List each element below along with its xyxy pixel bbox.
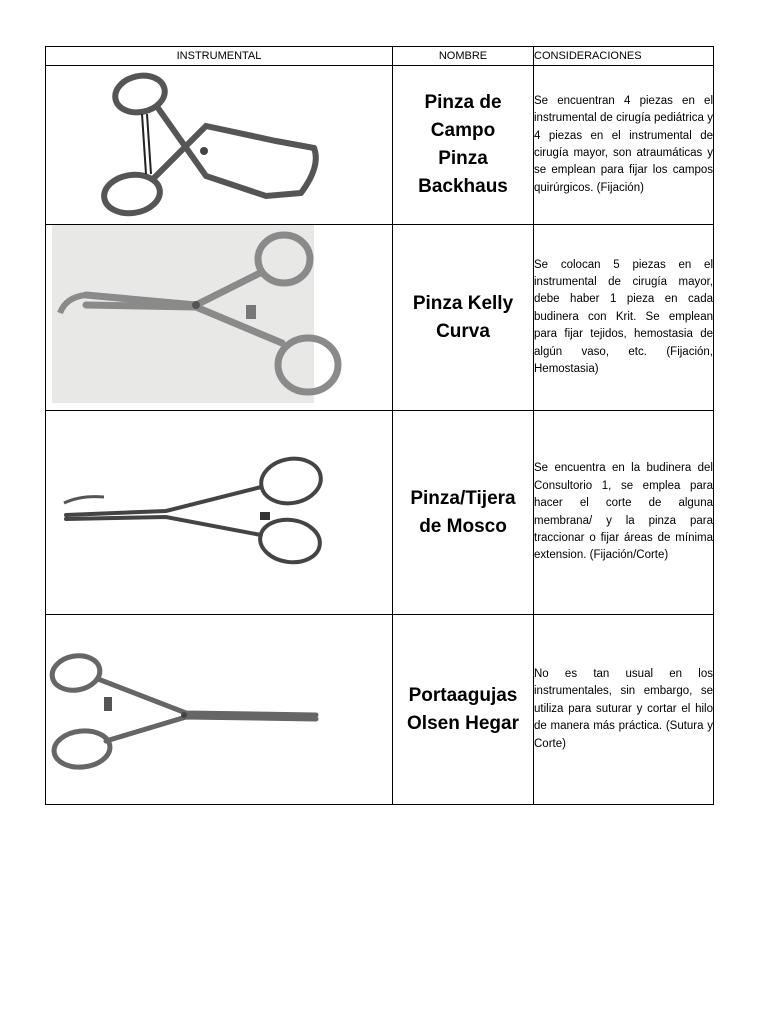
instrument-image-cell: [46, 615, 393, 805]
header-instrumental: INSTRUMENTAL: [46, 47, 393, 66]
instrument-image-cell: [46, 411, 393, 615]
olsen-hegar-needle-holder-icon: [46, 615, 393, 805]
table-row: [46, 66, 714, 225]
instrument-name-line: Pinza: [438, 148, 488, 169]
mosquito-forceps-icon: [46, 411, 393, 615]
instrument-description: Se encuentra en la budinera del Consultorio 1, se emplea para hacer el corte de alguna membrana/ y la pinza para traccionar o fijar áreas de mínima extension. (Fijación/Corte): [534, 411, 714, 615]
header-nombre: NOMBRE: [393, 47, 534, 66]
instrument-name-line: Campo: [430, 120, 496, 141]
backhaus-towel-clamp-icon: [46, 66, 393, 225]
instrument-name-line: Pinza/Tijera: [410, 487, 516, 509]
table-row: [46, 615, 714, 805]
header-consideraciones: CONSIDERACIONES: [534, 47, 714, 66]
instrument-name-line: Pinza de: [424, 92, 502, 113]
instrument-name-cell: [393, 411, 534, 615]
instrument-name-line: Olsen Hegar: [407, 712, 519, 734]
instrument-description: Se encuentran 4 piezas en el instrumental de cirugía pediátrica y 4 piezas en el instrumental de cirugía mayor, son atraumáticas y se emplean para fijar los campos quirúrgicos. (Fijación): [534, 66, 714, 225]
instrument-table: [45, 46, 714, 805]
instrument-name-line: Pinza Kelly: [412, 292, 514, 314]
kelly-curved-forceps-icon: [46, 225, 393, 411]
instrument-image-cell: [46, 225, 393, 411]
table-row: [46, 411, 714, 615]
instrument-name-line: Portaagujas: [408, 684, 518, 706]
instrument-name-cell: [393, 615, 534, 805]
instrument-name-cell: [393, 66, 534, 225]
instrument-description: Se colocan 5 piezas en el instrumental de cirugía mayor, debe haber 1 pieza en cada budinera con Krit. Se emplean para fijar tejidos, hemostasia de algún vaso, etc. (Fijación, Hemostasia): [534, 225, 714, 411]
instrument-description: No es tan usual en los instrumentales, sin embargo, se utiliza para suturar y cortar el hilo de manera más práctica. (Sutura y Corte): [534, 615, 714, 805]
instrument-name-line: Curva: [436, 320, 490, 342]
table-row: [46, 225, 714, 411]
instrument-name-line: de Mosco: [419, 515, 507, 537]
instrument-image-cell: [46, 66, 393, 225]
instrument-name-line: Backhaus: [418, 176, 508, 197]
instrument-name-cell: [393, 225, 534, 411]
header-row: [46, 47, 714, 66]
